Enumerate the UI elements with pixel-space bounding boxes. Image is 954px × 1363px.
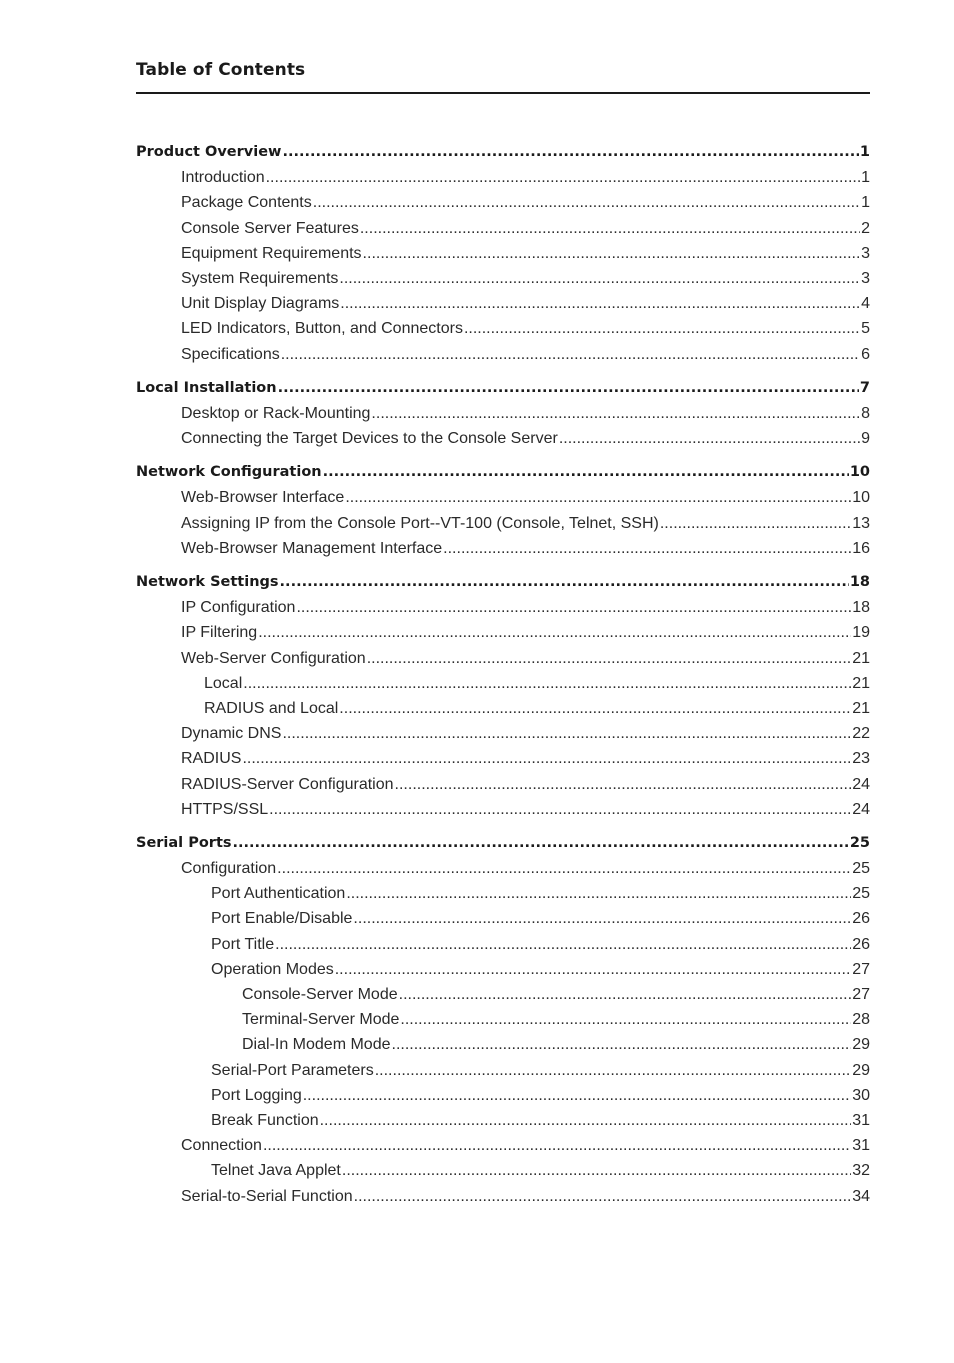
toc-entry[interactable]	[136, 1032, 870, 1057]
toc-entry-label: Port Logging	[211, 1086, 302, 1104]
dot-leader	[278, 376, 859, 401]
toc-page-number: 8	[861, 404, 870, 422]
toc-section-heading[interactable]	[136, 140, 870, 165]
toc-entry-label: Connecting the Target Devices to the Console Server	[181, 430, 558, 448]
toc-entry-label: Telnet Java Applet	[211, 1162, 341, 1180]
toc-entry-label: RADIUS	[181, 750, 242, 768]
toc-page-number: 5	[861, 320, 870, 338]
dot-leader	[346, 881, 851, 906]
dot-leader	[242, 746, 851, 771]
toc-page-number: 7	[859, 379, 870, 396]
toc-entry[interactable]	[136, 1158, 870, 1183]
toc-entry[interactable]	[136, 485, 870, 510]
toc-page-number: 9	[861, 430, 870, 448]
toc-entry-label: RADIUS-Server Configuration	[181, 775, 394, 793]
toc-page-number: 27	[852, 960, 870, 978]
toc-page-number: 16	[852, 539, 870, 557]
toc-entry[interactable]	[136, 932, 870, 957]
toc-section-heading[interactable]	[136, 376, 870, 401]
toc-page-number: 22	[852, 725, 870, 743]
toc-entry[interactable]	[136, 342, 870, 367]
toc-section	[136, 460, 870, 561]
dot-leader	[282, 721, 851, 746]
dot-leader	[375, 1058, 851, 1083]
toc-section	[136, 376, 870, 452]
toc-entry[interactable]	[136, 595, 870, 620]
toc-page-number: 23	[852, 750, 870, 768]
toc-entry-label: Specifications	[181, 345, 280, 363]
toc-entry-label: Web-Server Configuration	[181, 649, 366, 667]
toc-entry-label: Web-Browser Interface	[181, 489, 345, 507]
dot-leader	[399, 982, 852, 1007]
toc-page-number: 24	[852, 775, 870, 793]
toc-page-number: 24	[852, 800, 870, 818]
toc-page-number: 34	[852, 1187, 870, 1205]
toc-page-number: 21	[852, 699, 870, 717]
dot-leader	[559, 426, 860, 451]
toc-page-number: 26	[852, 910, 870, 928]
toc-entry[interactable]	[136, 982, 870, 1007]
toc-section-heading[interactable]	[136, 831, 870, 856]
toc-entry[interactable]	[136, 881, 870, 906]
toc-entry-label: Connection	[181, 1137, 262, 1155]
toc-entry-label: Console Server Features	[181, 219, 359, 237]
toc-entry-label: IP Filtering	[181, 624, 258, 642]
dot-leader	[367, 646, 852, 671]
toc-page-number: 27	[852, 986, 870, 1003]
toc-entry[interactable]	[136, 620, 870, 645]
toc-entry[interactable]	[136, 266, 870, 291]
table-of-contents	[136, 140, 870, 1218]
toc-page-number: 10	[849, 464, 870, 481]
toc-entry[interactable]	[136, 797, 870, 822]
dot-leader	[363, 241, 861, 266]
toc-entry[interactable]	[136, 746, 870, 771]
dot-leader	[660, 511, 851, 536]
toc-page-number: 6	[861, 345, 870, 363]
dot-leader	[335, 957, 851, 982]
dot-leader	[342, 1158, 851, 1183]
toc-page-number: 26	[852, 935, 870, 953]
toc-entry-label: System Requirements	[181, 269, 339, 287]
toc-entry-label: Assigning IP from the Console Port--VT-100 (Console, Telnet, SSH)	[181, 514, 659, 532]
toc-entry[interactable]	[136, 906, 870, 931]
dot-leader	[339, 266, 860, 291]
toc-entry-label: LED Indicators, Button, and Connectors	[181, 320, 463, 338]
dot-leader	[282, 140, 858, 165]
dot-leader	[313, 190, 860, 215]
dot-leader	[395, 772, 852, 797]
toc-entry-label: Serial-to-Serial Function	[181, 1187, 353, 1205]
toc-entry[interactable]	[136, 1007, 870, 1032]
toc-entry-label: Port Authentication	[211, 885, 346, 903]
dot-leader	[354, 1184, 852, 1209]
toc-page-number: 32	[852, 1162, 870, 1180]
toc-entry[interactable]	[136, 646, 870, 671]
toc-page-number: 2	[861, 219, 870, 237]
toc-entry-label: Network Configuration	[136, 464, 322, 481]
toc-entry-label: Configuration	[181, 860, 277, 878]
dot-leader	[400, 1007, 851, 1032]
toc-entry[interactable]	[136, 1083, 870, 1108]
toc-page-number: 28	[852, 1011, 870, 1029]
toc-page-number: 1	[859, 144, 870, 160]
toc-entry[interactable]	[136, 1133, 870, 1158]
toc-page-number: 18	[852, 599, 870, 617]
toc-entry-label: Operation Modes	[211, 960, 334, 978]
dot-leader	[277, 856, 851, 881]
toc-entry[interactable]	[136, 291, 870, 316]
toc-entry-label: Dial-In Modem Mode	[242, 1036, 391, 1054]
dot-leader	[266, 165, 860, 190]
toc-entry[interactable]	[136, 241, 870, 266]
toc-page-number: 10	[852, 489, 870, 507]
dot-leader	[269, 797, 851, 822]
dot-leader	[345, 485, 851, 510]
toc-entry[interactable]	[136, 426, 870, 451]
toc-page-number: 4	[861, 295, 870, 313]
toc-page-number: 25	[852, 860, 870, 878]
page-header	[136, 58, 870, 94]
dot-leader	[296, 595, 851, 620]
toc-entry[interactable]	[136, 536, 870, 561]
dot-leader	[243, 671, 851, 696]
toc-entry-label: Unit Display Diagrams	[181, 295, 340, 313]
toc-page-number: 29	[852, 1061, 870, 1079]
toc-page-number: 29	[852, 1036, 870, 1054]
toc-entry-label: Dynamic DNS	[181, 725, 282, 743]
toc-entry[interactable]	[136, 957, 870, 982]
toc-entry[interactable]	[136, 216, 870, 241]
dot-leader	[258, 620, 851, 645]
toc-section	[136, 831, 870, 1209]
toc-entry-label: Serial-Port Parameters	[211, 1061, 374, 1079]
dot-leader	[371, 401, 860, 426]
toc-entry-label: Local Installation	[136, 379, 277, 396]
toc-entry[interactable]	[136, 1108, 870, 1133]
toc-page-number: 1	[861, 169, 870, 187]
dot-leader	[275, 932, 851, 957]
toc-entry[interactable]	[136, 316, 870, 341]
toc-entry[interactable]	[136, 856, 870, 881]
dot-leader	[320, 1108, 852, 1133]
toc-entry-label: Port Title	[211, 935, 275, 953]
toc-page-number: 3	[861, 244, 870, 262]
toc-entry[interactable]	[136, 1184, 870, 1209]
toc-entry-label: IP Configuration	[181, 599, 296, 617]
toc-page-number: 31	[852, 1111, 870, 1129]
toc-entry-label: Local	[204, 674, 243, 692]
toc-entry-label: Desktop or Rack-Mounting	[181, 404, 371, 422]
dot-leader	[339, 696, 851, 721]
toc-entry-label: Introduction	[181, 169, 265, 187]
toc-section-heading[interactable]	[136, 460, 870, 485]
toc-entry-label: Network Settings	[136, 574, 279, 590]
toc-page-number: 13	[852, 514, 870, 532]
toc-page-number: 19	[852, 624, 870, 642]
toc-entry[interactable]	[136, 401, 870, 426]
toc-page-number: 25	[849, 834, 870, 851]
toc-entry[interactable]	[136, 190, 870, 215]
toc-entry-label: Equipment Requirements	[181, 244, 362, 262]
dot-leader	[281, 342, 860, 367]
toc-entry-label: Break Function	[211, 1111, 319, 1129]
toc-entry-label: HTTPS/SSL	[181, 800, 269, 818]
dot-leader	[340, 291, 860, 316]
toc-entry-label: Port Enable/Disable	[211, 910, 353, 928]
dot-leader	[443, 536, 851, 561]
toc-section	[136, 140, 870, 367]
toc-page-number: 31	[852, 1137, 870, 1155]
dot-leader	[233, 831, 849, 856]
dot-leader	[323, 460, 849, 485]
toc-page-number: 3	[861, 269, 870, 287]
toc-entry-label: Web-Browser Management Interface	[181, 539, 443, 557]
dot-leader	[263, 1133, 851, 1158]
toc-entry[interactable]	[136, 721, 870, 746]
dot-leader	[280, 570, 849, 595]
toc-entry[interactable]	[136, 511, 870, 536]
dot-leader	[353, 906, 851, 931]
toc-entry-label: Product Overview	[136, 144, 282, 160]
toc-page-number: 25	[852, 885, 870, 903]
toc-section	[136, 570, 870, 822]
toc-entry-label: Terminal-Server Mode	[242, 1011, 400, 1029]
toc-entry-label: Serial Ports	[136, 834, 232, 851]
toc-entry-label: RADIUS and Local	[204, 699, 339, 717]
toc-page-number: 21	[852, 649, 870, 667]
dot-leader	[392, 1032, 852, 1057]
toc-entry[interactable]	[136, 165, 870, 190]
toc-page-number: 1	[861, 194, 870, 212]
toc-page-number: 21	[852, 674, 870, 692]
toc-entry-label: Console-Server Mode	[242, 986, 398, 1003]
toc-entry[interactable]	[136, 696, 870, 721]
page-title: Table of Contents	[136, 60, 306, 80]
dot-leader	[360, 216, 860, 241]
toc-entry[interactable]	[136, 671, 870, 696]
dot-leader	[464, 316, 860, 341]
toc-entry[interactable]	[136, 1058, 870, 1083]
toc-entry-label: Package Contents	[181, 194, 312, 212]
toc-page-number: 18	[849, 574, 870, 590]
toc-entry[interactable]	[136, 772, 870, 797]
toc-page-number: 30	[852, 1086, 870, 1104]
toc-section-heading[interactable]	[136, 570, 870, 595]
dot-leader	[303, 1083, 851, 1108]
